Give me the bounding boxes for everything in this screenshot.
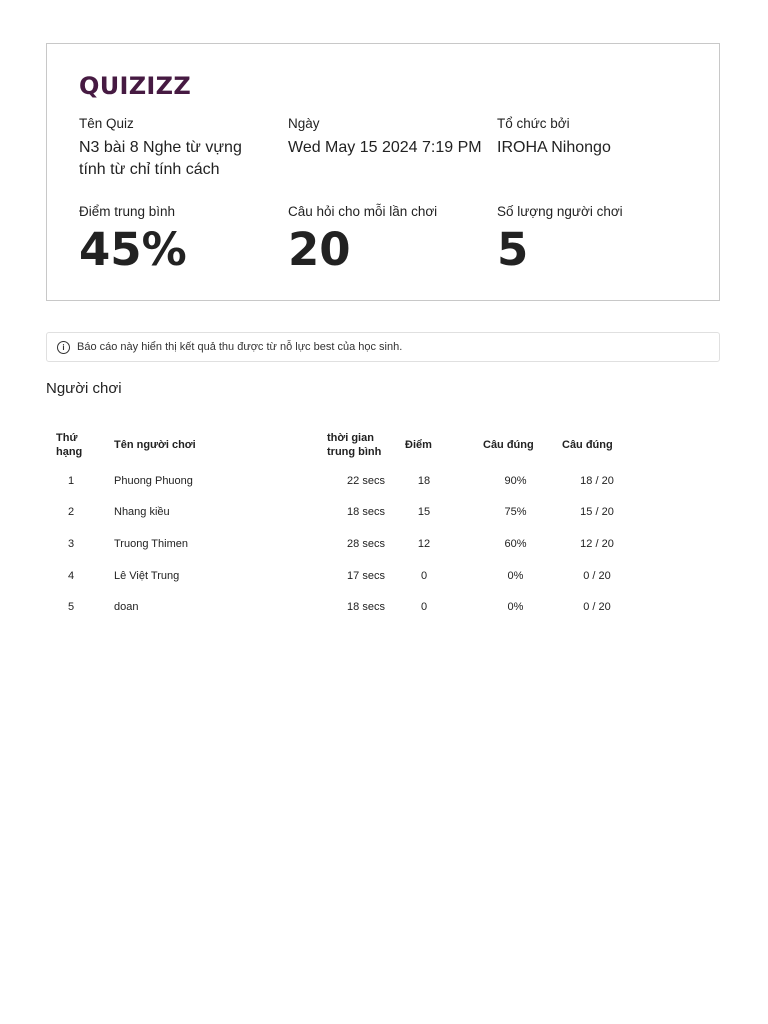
player-name-cell: Nhang kiều <box>114 506 170 519</box>
player-name-cell: Phuong Phuong <box>114 474 193 487</box>
correct-cell: 0 / 20 <box>583 569 611 582</box>
questions-label: Câu hỏi cho mỗi lần chơi <box>288 204 438 219</box>
correct-cell: 15 / 20 <box>580 506 614 519</box>
rank-cell: 2 <box>68 506 75 519</box>
player-name-cell: Lê Việt Trung <box>114 569 180 582</box>
summary-card <box>46 43 720 301</box>
time-cell: 22 secs <box>347 474 385 487</box>
notice-text: Báo cáo này hiển thị kết quả thu được từ nỗ lực best của học sinh. <box>77 341 403 353</box>
score-cell: 15 <box>417 506 431 519</box>
time-cell: 28 secs <box>347 537 385 550</box>
questions-field <box>288 204 437 275</box>
name-header: Tên người chơi <box>114 439 196 451</box>
avg-score-label: Điểm trung bình <box>79 204 176 219</box>
quiz-name-field <box>79 116 242 181</box>
time-cell: 18 secs <box>347 601 385 614</box>
player-name-cell: doan <box>114 601 139 614</box>
rank-header-line1: Thứ <box>56 432 78 444</box>
table-row <box>47 560 632 592</box>
table-header-row <box>47 425 632 465</box>
organizer-value: IROHA Nihongo <box>497 139 611 156</box>
quiz-name-value <box>79 137 242 181</box>
rank-cell: 4 <box>68 569 75 582</box>
players-table <box>47 425 632 623</box>
accuracy-cell: 0% <box>507 601 524 614</box>
organizer-label: Tổ chức bởi <box>497 116 570 131</box>
time-header <box>327 425 405 465</box>
quiz-name-line1: N3 bài 8 Nghe từ vựng <box>79 139 242 156</box>
score-cell: 18 <box>417 474 431 487</box>
quiz-name-label: Tên Quiz <box>79 116 134 131</box>
time-cell: 18 secs <box>347 506 385 519</box>
avg-score-field <box>79 204 187 275</box>
player-name-cell: Truong Thimen <box>114 537 188 550</box>
date-field <box>288 116 482 159</box>
players-section-title: Người chơi <box>46 380 122 397</box>
players-count-label: Số lượng người chơi <box>497 204 623 219</box>
rank-cell: 5 <box>68 601 75 614</box>
accuracy-cell: 90% <box>504 474 527 487</box>
info-icon: i <box>57 341 70 354</box>
questions-value: 20 <box>288 223 351 276</box>
date-value: Wed May 15 2024 7:19 PM <box>288 139 482 156</box>
rank-cell: 1 <box>68 474 75 487</box>
accuracy-cell: 0% <box>507 569 524 582</box>
score-header: Điểm <box>405 439 432 451</box>
organizer-field <box>497 116 611 159</box>
quizizz-logo: QUIZIZZ <box>79 72 192 100</box>
table-row <box>47 528 632 560</box>
players-count-value: 5 <box>497 223 529 276</box>
time-cell: 17 secs <box>347 569 385 582</box>
rank-header <box>47 425 114 465</box>
table-row <box>47 591 632 623</box>
score-cell: 0 <box>420 601 428 614</box>
correct-cell: 0 / 20 <box>583 601 611 614</box>
table-row <box>47 497 632 529</box>
correct-cell: 18 / 20 <box>580 474 614 487</box>
score-cell: 0 <box>420 569 428 582</box>
quiz-name-line2: tính từ chỉ tính cách <box>79 161 220 178</box>
date-label: Ngày <box>288 116 320 131</box>
accuracy-cell: 75% <box>504 506 527 519</box>
accuracy-cell: 60% <box>504 537 527 550</box>
score-cell: 12 <box>417 537 431 550</box>
rank-cell: 3 <box>68 537 75 550</box>
time-header-line2: trung bình <box>327 446 382 458</box>
correct-cell: 12 / 20 <box>580 537 614 550</box>
correct-header: Câu đúng <box>562 439 613 451</box>
rank-header-line2: hạng <box>56 446 83 458</box>
accuracy-header: Câu đúng <box>483 439 534 451</box>
avg-score-value: 45% <box>79 223 187 276</box>
table-row <box>47 465 632 497</box>
players-count-field <box>497 204 623 275</box>
best-attempt-notice <box>46 332 720 362</box>
time-header-line1: thời gian <box>327 432 374 444</box>
